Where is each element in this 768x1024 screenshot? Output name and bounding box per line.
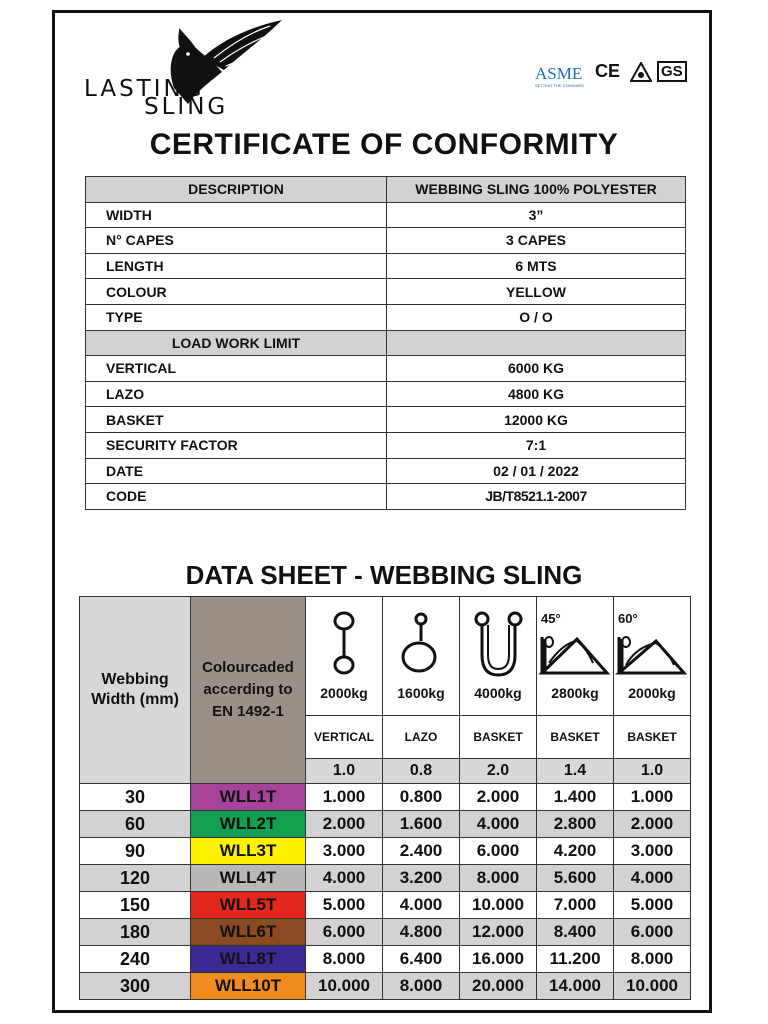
capacity-value: 6.400 xyxy=(383,946,460,973)
capacity-value: 1.400 xyxy=(537,784,614,811)
datasheet-table xyxy=(79,596,691,1000)
wll-code: WLL8T xyxy=(191,946,306,973)
capacity-label: 4000kg xyxy=(474,685,522,701)
width-header: Webbing Width (mm) xyxy=(80,597,191,784)
spec-label: WIDTH xyxy=(86,202,387,228)
capacity-value: 14.000 xyxy=(537,973,614,1000)
wll-code: WLL3T xyxy=(191,838,306,865)
spec-value: 6 MTS xyxy=(387,253,686,279)
certification-logos xyxy=(535,60,690,90)
spec-label: DATE xyxy=(86,458,387,484)
table-row xyxy=(80,973,691,1000)
capacity-value: 2.000 xyxy=(306,811,383,838)
capacity-value: 2.000 xyxy=(460,784,537,811)
lift-type-label: BASKET xyxy=(460,716,537,759)
product-description: WEBBING SLING 100% POLYESTER xyxy=(387,177,686,203)
description-header: DESCRIPTION xyxy=(86,177,387,203)
wll-code: WLL2T xyxy=(191,811,306,838)
tuv-triangle-icon xyxy=(630,62,652,82)
spec-value: 6000 KG xyxy=(387,356,686,382)
load-factor: 1.0 xyxy=(614,759,691,784)
load-limit-header-row xyxy=(86,330,686,356)
gs-mark: GS xyxy=(657,61,687,82)
brand-name-line2: SLING xyxy=(144,94,229,120)
table-row xyxy=(86,304,686,330)
webbing-width: 180 xyxy=(80,919,191,946)
capacity-value: 4.800 xyxy=(383,919,460,946)
capacity-value: 6.000 xyxy=(306,919,383,946)
spec-value: 3 CAPES xyxy=(387,228,686,254)
table-row xyxy=(80,892,691,919)
wll-code: WLL5T xyxy=(191,892,306,919)
spec-label: LAZO xyxy=(86,381,387,407)
spec-label: BASKET xyxy=(86,407,387,433)
table-row xyxy=(80,784,691,811)
lift-type-label: BASKET xyxy=(537,716,614,759)
datasheet-title: DATA SHEET - WEBBING SLING xyxy=(185,560,583,590)
webbing-width: 150 xyxy=(80,892,191,919)
asme-tagline: SETTING THE STANDARD xyxy=(535,83,585,88)
webbing-width: 90 xyxy=(80,838,191,865)
webbing-width: 240 xyxy=(80,946,191,973)
capacity-label: 2800kg xyxy=(551,685,599,701)
wll-code: WLL10T xyxy=(191,973,306,1000)
table-row xyxy=(86,202,686,228)
table-row xyxy=(80,811,691,838)
capacity-value: 4.000 xyxy=(614,865,691,892)
webbing-width: 60 xyxy=(80,811,191,838)
capacity-value: 16.000 xyxy=(460,946,537,973)
capacity-value: 4.000 xyxy=(383,892,460,919)
table-row xyxy=(80,919,691,946)
spec-value: O / O xyxy=(387,304,686,330)
capacity-value: 10.000 xyxy=(614,973,691,1000)
capacity-value: 8.000 xyxy=(460,865,537,892)
table-row xyxy=(86,279,686,305)
capacity-value: 6.000 xyxy=(460,838,537,865)
load-factor: 1.4 xyxy=(537,759,614,784)
capacity-value: 2.800 xyxy=(537,811,614,838)
capacity-value: 8.000 xyxy=(614,946,691,973)
lift-type-label: BASKET xyxy=(614,716,691,759)
spec-label: COLOUR xyxy=(86,279,387,305)
load-factor: 0.8 xyxy=(383,759,460,784)
capacity-value: 1.600 xyxy=(383,811,460,838)
capacity-value: 7.000 xyxy=(537,892,614,919)
spec-value: YELLOW xyxy=(387,279,686,305)
asme-logo: ASME xyxy=(535,64,583,83)
brand-name-line1: LASTING xyxy=(84,76,205,102)
spec-label: VERTICAL xyxy=(86,356,387,382)
load-factor: 2.0 xyxy=(460,759,537,784)
table-row xyxy=(80,865,691,892)
table-row xyxy=(86,381,686,407)
load-factor: 1.0 xyxy=(306,759,383,784)
capacity-value: 4.000 xyxy=(306,865,383,892)
lazo-column-header xyxy=(383,597,460,716)
webbing-width: 30 xyxy=(80,784,191,811)
wll-code: WLL1T xyxy=(191,784,306,811)
capacity-value: 4.000 xyxy=(460,811,537,838)
table-row xyxy=(80,946,691,973)
lift-type-label: VERTICAL xyxy=(306,716,383,759)
basket-60-column-header xyxy=(614,597,691,716)
table-row xyxy=(86,432,686,458)
table-row xyxy=(86,458,686,484)
capacity-value: 5.600 xyxy=(537,865,614,892)
spec-value: 02 / 01 / 2022 xyxy=(387,458,686,484)
capacity-value: 1.000 xyxy=(306,784,383,811)
capacity-value: 0.800 xyxy=(383,784,460,811)
capacity-value: 1.000 xyxy=(614,784,691,811)
capacity-label: 1600kg xyxy=(397,685,445,701)
capacity-value: 8.000 xyxy=(306,946,383,973)
angle-label: 60° xyxy=(618,611,638,626)
certificate-table xyxy=(85,176,686,510)
capacity-label: 2000kg xyxy=(320,685,368,701)
load-limit-header-blank xyxy=(387,330,686,356)
spec-value: 7:1 xyxy=(387,432,686,458)
capacity-value: 3.000 xyxy=(306,838,383,865)
wll-code: WLL4T xyxy=(191,865,306,892)
ce-mark: CE xyxy=(595,61,621,81)
spec-value: 3” xyxy=(387,202,686,228)
table-row xyxy=(86,407,686,433)
vertical-column-header xyxy=(306,597,383,716)
icon-header-row xyxy=(80,597,691,716)
capacity-value: 4.200 xyxy=(537,838,614,865)
basket-45-column-header xyxy=(537,597,614,716)
spec-label: N° CAPES xyxy=(86,228,387,254)
spec-value: 4800 KG xyxy=(387,381,686,407)
webbing-width: 300 xyxy=(80,973,191,1000)
wll-code: WLL6T xyxy=(191,919,306,946)
table-row xyxy=(86,253,686,279)
capacity-value: 11.200 xyxy=(537,946,614,973)
spec-label: SECURITY FACTOR xyxy=(86,432,387,458)
basket-column-header xyxy=(460,597,537,716)
capacity-value: 20.000 xyxy=(460,973,537,1000)
capacity-value: 3.000 xyxy=(614,838,691,865)
capacity-value: 8.400 xyxy=(537,919,614,946)
capacity-value: 12.000 xyxy=(460,919,537,946)
description-header-row xyxy=(86,177,686,203)
capacity-value: 8.000 xyxy=(383,973,460,1000)
capacity-value: 10.000 xyxy=(306,973,383,1000)
webbing-width: 120 xyxy=(80,865,191,892)
spec-label: CODE xyxy=(86,484,387,510)
spec-value: JB/T8521.1-2007 xyxy=(387,484,686,510)
capacity-value: 2.000 xyxy=(614,811,691,838)
spec-label: TYPE xyxy=(86,304,387,330)
capacity-value: 3.200 xyxy=(383,865,460,892)
table-row xyxy=(86,228,686,254)
table-row xyxy=(80,838,691,865)
spec-label: LENGTH xyxy=(86,253,387,279)
capacity-value: 6.000 xyxy=(614,919,691,946)
capacity-value: 5.000 xyxy=(614,892,691,919)
capacity-value: 2.400 xyxy=(383,838,460,865)
lift-type-label: LAZO xyxy=(383,716,460,759)
colour-code-header: Colourcaded accerding to EN 1492-1 xyxy=(191,597,306,784)
capacity-value: 10.000 xyxy=(460,892,537,919)
capacity-label: 2000kg xyxy=(628,685,676,701)
angle-label: 45° xyxy=(541,611,561,626)
certificate-title: CERTIFICATE OF CONFORMITY xyxy=(149,128,619,161)
load-limit-header: LOAD WORK LIMIT xyxy=(86,330,387,356)
spec-value: 12000 KG xyxy=(387,407,686,433)
brand-logo xyxy=(84,18,284,118)
table-row xyxy=(86,484,686,510)
table-row xyxy=(86,356,686,382)
capacity-value: 5.000 xyxy=(306,892,383,919)
